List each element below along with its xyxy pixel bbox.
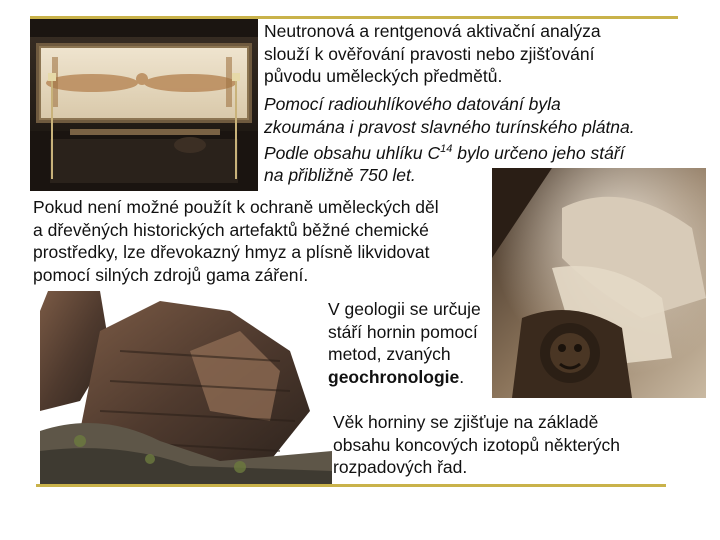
wood-carving-photo xyxy=(492,168,706,398)
geochronology-term: geochronologie xyxy=(328,366,460,387)
carbon-text-end: bylo určeno jeho stáří xyxy=(452,142,625,163)
text-line: V geologii se určuje xyxy=(328,299,481,319)
text-line: Věk horniny se zjišťuje na základě xyxy=(333,412,599,432)
text-line: Pomocí radiouhlíkového datování byla xyxy=(264,94,561,114)
text-line: rozpadových řad. xyxy=(333,457,468,477)
term-period: . xyxy=(459,366,465,387)
text-line: obsahu koncových izotopů některých xyxy=(333,434,620,455)
text-line: Neutronová a rentgenová aktivační analýza xyxy=(264,21,601,41)
text-line: na přibližně 750 let. xyxy=(264,165,416,186)
bottom-divider-line xyxy=(36,484,666,487)
text-line: původu uměleckých předmětů. xyxy=(264,66,503,86)
geology-paragraph xyxy=(328,298,481,388)
text-line: Pokud není možné použít k ochraně uměleckých děl xyxy=(33,197,439,217)
rock-formation-photo xyxy=(40,291,332,485)
isotope-superscript: 14 xyxy=(440,143,453,155)
text-line: prostředky, lze dřevokazný hmyz a plísně likvidovat xyxy=(33,242,430,262)
text-line: pomocí silných zdrojů gama záření. xyxy=(33,264,309,285)
text-line: slouží k ověřování pravosti nebo zjišťování xyxy=(264,43,595,64)
text-line: metod, zvaných xyxy=(328,344,451,364)
text-line: stáří hornin pomocí xyxy=(328,321,478,342)
shroud-photo xyxy=(30,19,258,191)
neutron-activation-paragraph xyxy=(264,20,601,88)
gamma-radiation-paragraph xyxy=(33,196,439,286)
text-line xyxy=(264,138,635,164)
text-line: a dřevěných historických artefaktů běžné chemické xyxy=(33,219,429,240)
text-line xyxy=(328,366,481,389)
text-line: zkoumána i pravost slavného turínského plátna. xyxy=(264,116,635,137)
carbon-text: Podle obsahu uhlíku C xyxy=(264,142,441,163)
isotope-paragraph xyxy=(333,411,620,479)
